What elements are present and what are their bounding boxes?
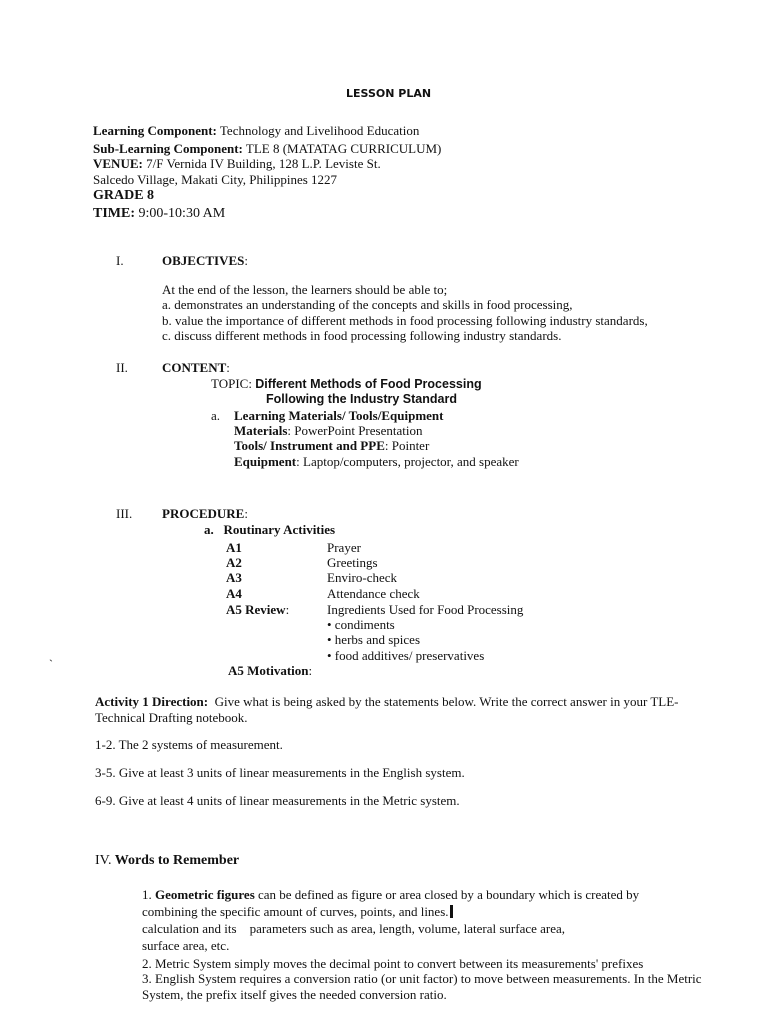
procedure-heading-line	[162, 506, 248, 522]
topic-line	[211, 376, 482, 392]
activity-desc-a2: Greetings	[327, 555, 378, 570]
activity-direction	[95, 694, 715, 726]
topic-title-line-1: Different Methods of Food Processing	[255, 377, 482, 391]
routinary-activities-heading: a. Routinary Activities	[204, 522, 336, 537]
activity-question-1: 1-2. The 2 systems of measurement.	[95, 737, 283, 752]
sub-component-label: Sub-Learning Component:	[93, 141, 243, 156]
words-item-1-number: 1.	[142, 887, 155, 902]
motivation-line	[228, 663, 312, 679]
procedure-colon: :	[244, 506, 248, 521]
content-heading-line	[162, 360, 230, 376]
sub-component-value: TLE 8 (MATATAG CURRICULUM)	[242, 141, 442, 156]
words-heading: Words to Remember	[111, 853, 240, 868]
words-heading-line	[95, 853, 239, 869]
time-label: TIME:	[93, 206, 135, 221]
venue-value: 7/F Vernida IV Building, 128 L.P. Leviste St.	[142, 156, 381, 171]
learning-component-line	[93, 123, 419, 139]
objectives-heading-line	[162, 253, 248, 269]
tools-line	[234, 438, 429, 454]
sub-component-line	[93, 141, 441, 157]
review-colon: :	[285, 602, 290, 617]
review-bullet-2: • herbs and spices	[327, 632, 420, 647]
words-item-3: 3. English System requires a conversion ratio (or unit factor) to move between measurements. In the Metric System, the prefix itself gives the needed conversion ratio.	[142, 971, 702, 1002]
materials-value: : PowerPoint Presentation	[287, 423, 423, 438]
activity-direction-text: Give what is being asked by the statements below. Write the correct answer in your TLE-Technical Drafting notebook.	[95, 694, 679, 725]
topic-label: TOPIC	[211, 376, 249, 391]
review-bullet-3: • food additives/ preservatives	[327, 648, 485, 663]
objectives-colon: :	[244, 253, 248, 268]
page-title: LESSON PLAN	[346, 87, 432, 100]
procedure-heading: PROCEDURE	[162, 506, 245, 521]
words-item-1-line-3: calculation and its parameters such as area, length, volume, lateral surface area,	[142, 921, 566, 936]
words-item-1	[142, 886, 697, 920]
objectives-heading: OBJECTIVES	[162, 253, 245, 268]
words-item-1-text: can be defined as figure or area closed by a boundary which is created by combining the specific amount of curves, points, and lines.	[142, 887, 640, 919]
text-cursor	[450, 905, 453, 918]
activity-code-a1: A1	[226, 540, 242, 555]
activity-question-2: 3-5. Give at least 3 units of linear measurements in the English system.	[95, 765, 465, 780]
objective-item-a: a. demonstrates an understanding of the concepts and skills in food processing,	[162, 297, 573, 312]
content-heading: CONTENT	[162, 360, 227, 375]
venue-line-2: Salcedo Village, Makati City, Philippines 1227	[93, 172, 338, 187]
equipment-value: : Laptop/computers, projector, and speaker	[296, 454, 519, 469]
review-bullet-1: • condiments	[327, 617, 395, 632]
objectives-numeral: I.	[116, 253, 124, 268]
motivation-label: A5 Motivation	[228, 663, 309, 678]
tools-label: Tools/ Instrument and PPE	[234, 438, 385, 453]
equipment-line	[234, 454, 519, 470]
geometric-figures-term: Geometric figures	[155, 887, 255, 902]
grade-label: GRADE 8	[93, 188, 155, 203]
activity-desc-a1: Prayer	[327, 540, 361, 555]
content-sub-letter: a.	[211, 408, 221, 423]
learning-component-value: Technology and Livelihood Education	[216, 123, 420, 138]
activity-code-a2: A2	[226, 555, 242, 570]
learning-component-label: Learning Component:	[93, 123, 217, 138]
activity-question-3: 6-9. Give at least 4 units of linear measurements in the Metric system.	[95, 793, 460, 808]
equipment-label: Equipment	[234, 454, 297, 469]
time-line	[93, 206, 225, 222]
activity-code-a4: A4	[226, 586, 242, 601]
materials-line	[234, 423, 422, 439]
words-item-1-line-4: surface area, etc.	[142, 938, 230, 953]
materials-label: Materials	[234, 423, 288, 438]
time-value: 9:00-10:30 AM	[135, 206, 226, 221]
words-numeral: IV.	[95, 853, 112, 868]
venue-line	[93, 156, 381, 172]
objective-item-b: b. value the importance of different methods in food processing following industry standards,	[162, 313, 648, 328]
topic-title-line-2: Following the Industry Standard	[266, 392, 457, 406]
stray-mark: `	[49, 657, 53, 671]
objectives-intro: At the end of the lesson, the learners should be able to;	[162, 282, 448, 297]
tools-value: : Pointer	[384, 438, 430, 453]
review-label: A5 Review	[226, 602, 286, 617]
words-item-2: 2. Metric System simply moves the decimal point to convert between its measurements' prefixes	[142, 956, 644, 971]
review-desc: Ingredients Used for Food Processing	[327, 602, 524, 617]
procedure-numeral: III.	[116, 506, 133, 521]
motivation-colon: :	[308, 663, 313, 678]
activity-desc-a4: Attendance check	[327, 586, 420, 601]
venue-label: VENUE:	[93, 156, 143, 171]
activity-desc-a3: Enviro-check	[327, 570, 398, 585]
objective-item-c: c. discuss different methods in food processing following industry standards.	[162, 328, 562, 343]
review-line	[226, 602, 289, 618]
content-colon: :	[226, 360, 230, 375]
content-numeral: II.	[116, 360, 128, 375]
learning-materials-heading: Learning Materials/ Tools/Equipment	[234, 408, 444, 423]
topic-colon: :	[248, 376, 256, 391]
activity-direction-label: Activity 1 Direction:	[95, 694, 209, 709]
activity-code-a3: A3	[226, 570, 242, 585]
